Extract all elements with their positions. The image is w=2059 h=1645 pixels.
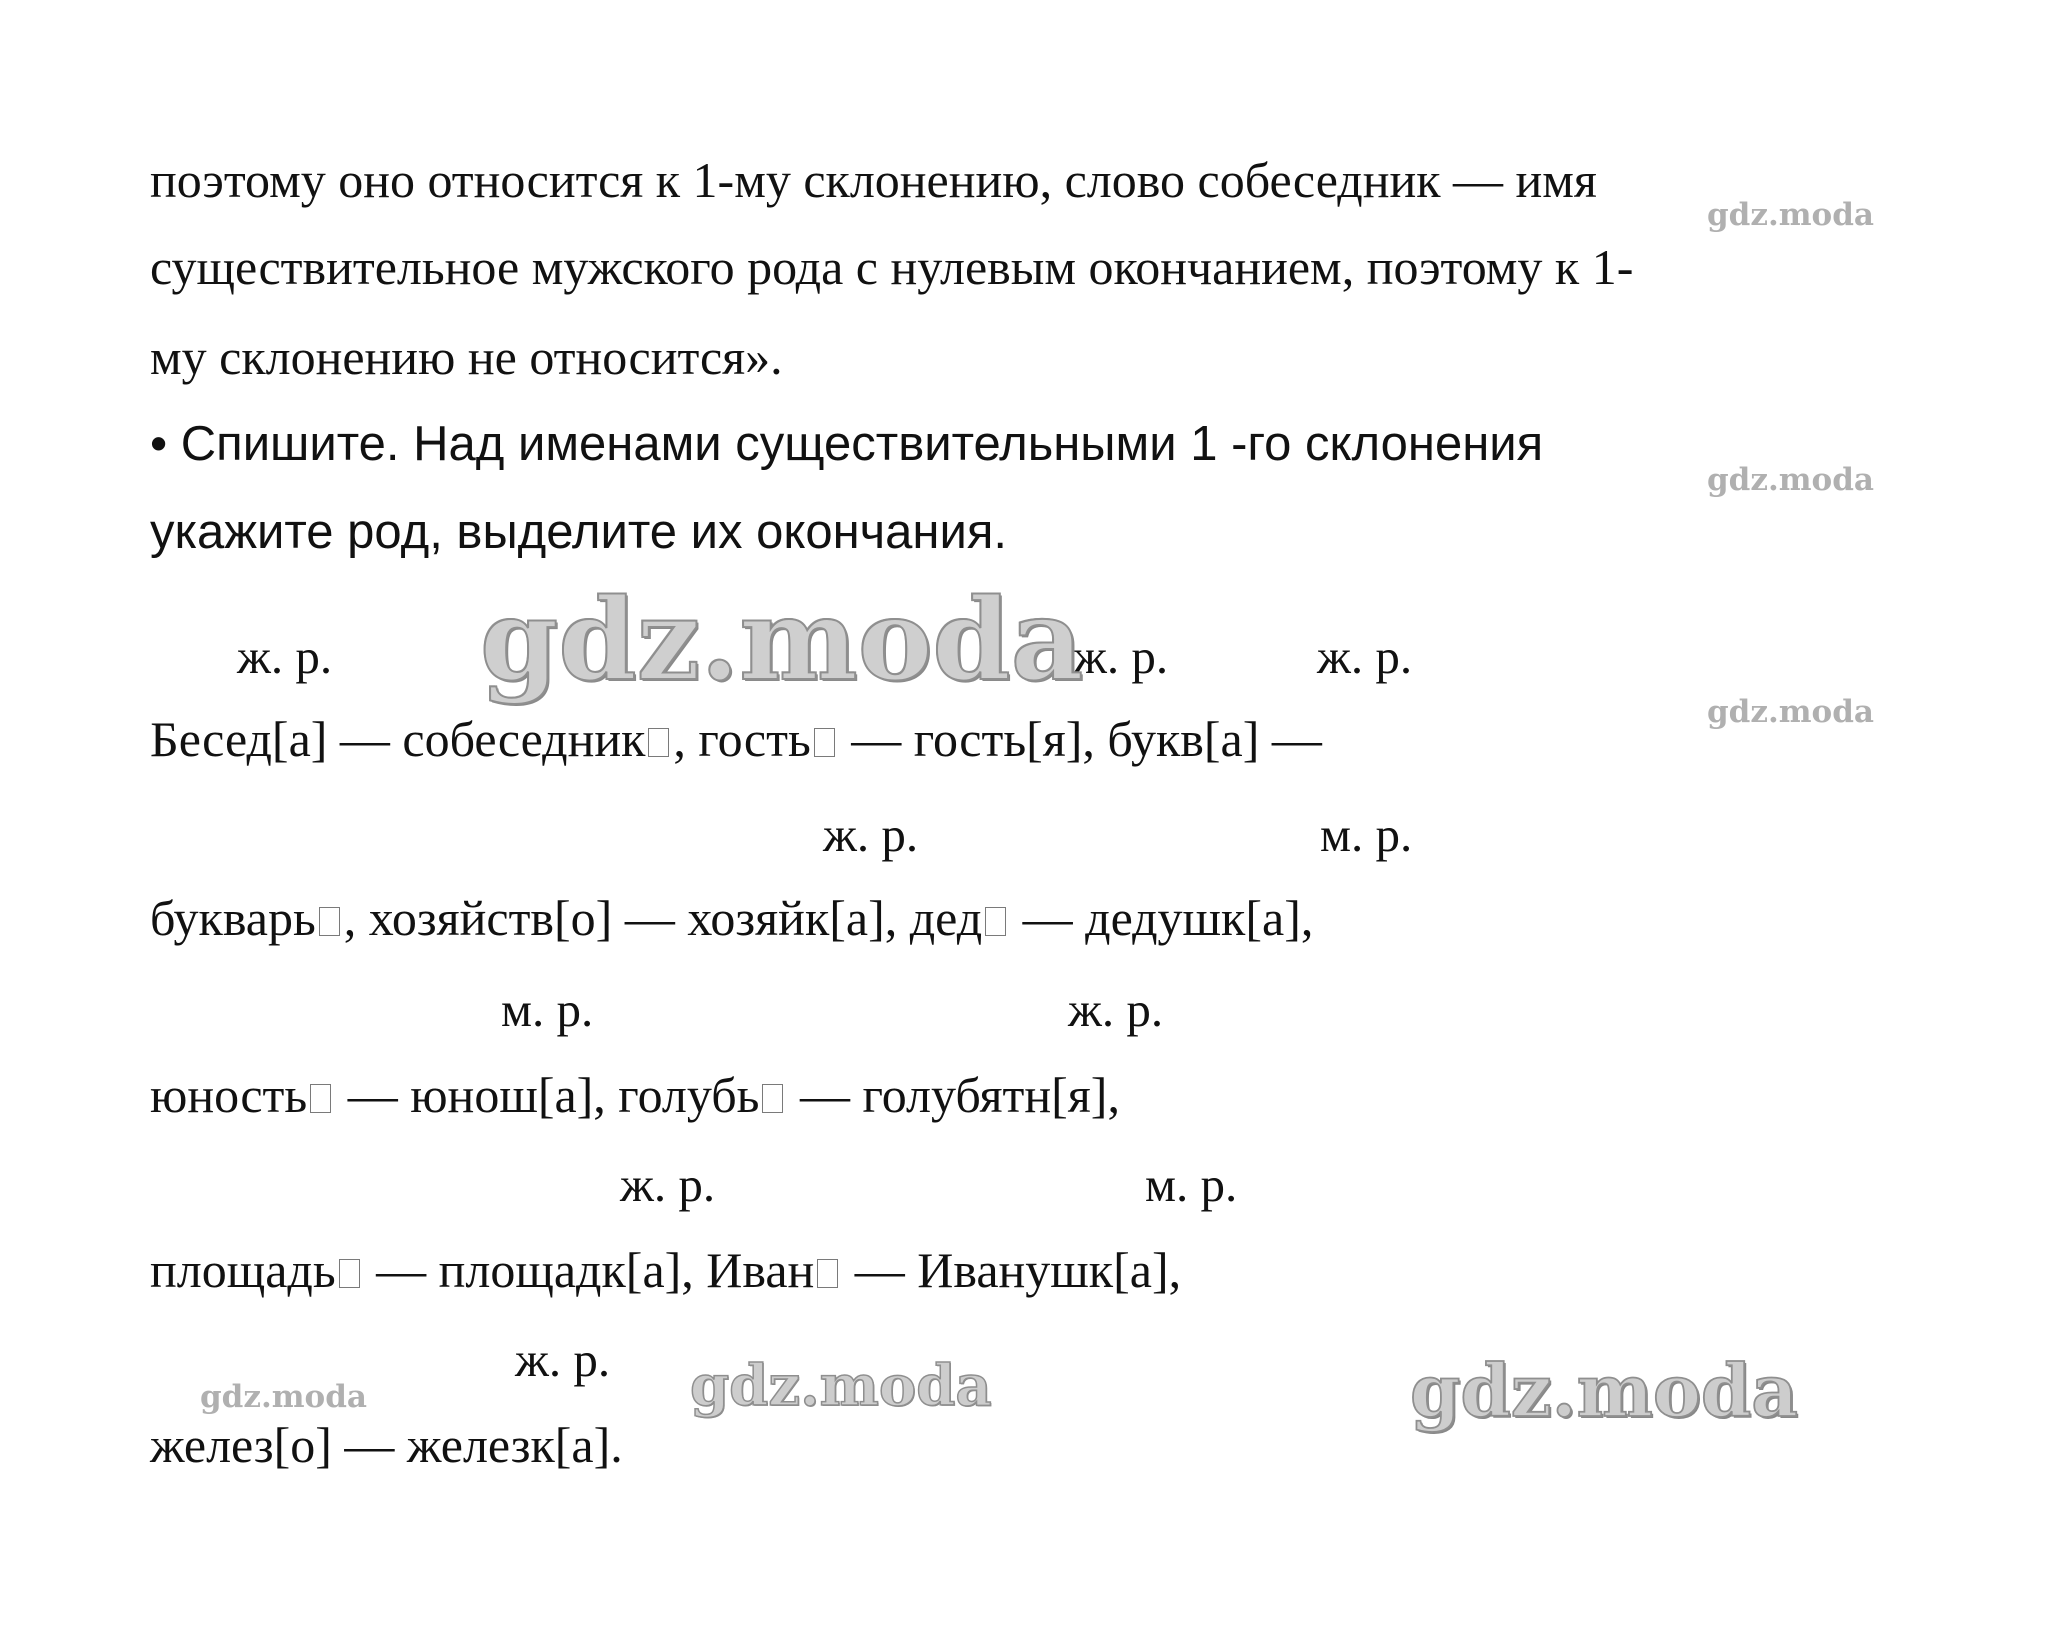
null-ending-box — [310, 1084, 331, 1113]
gender-label: м. р. — [1145, 1157, 1238, 1212]
watermark: gdz.moda — [1707, 462, 1874, 498]
answer-line-5: желез[о] — железк[а]. — [150, 1417, 623, 1473]
gender-label: ж. р. — [1317, 629, 1413, 684]
paragraph-line-3: му склонению не относится». — [150, 329, 783, 385]
watermark: gdz.moda — [1707, 694, 1874, 730]
task-line-1: • Спишите. Над именами существительными 1 -го склонения — [150, 417, 1544, 471]
null-ending-box — [762, 1084, 783, 1113]
word-text: — дедушк[а], — [1010, 890, 1314, 946]
word-text: , хозяйств[о] — хозяйк[а], дед — [343, 890, 983, 946]
gender-label: ж. р. — [1073, 629, 1169, 684]
word-text: — Иванушк[а], — [842, 1242, 1182, 1298]
gender-label: ж. р. — [237, 629, 333, 684]
paragraph-line-2: существительное мужского рода с нулевым окончанием, поэтому к 1- — [150, 239, 1634, 295]
null-ending-box — [319, 907, 340, 936]
answer-line-3 — [150, 1067, 1120, 1123]
word-text: букварь — [150, 890, 316, 946]
gender-label: ж. р. — [823, 807, 919, 862]
task-line-2: укажите род, выделите их окончания. — [150, 505, 1007, 559]
watermark: gdz.moda — [200, 1379, 367, 1415]
gender-label: ж. р. — [1068, 982, 1164, 1037]
watermark: gdz.moda — [1410, 1348, 1798, 1433]
answer-line-2 — [150, 890, 1314, 946]
watermark: gdz.moda — [1707, 197, 1874, 233]
null-ending-box — [985, 907, 1006, 936]
gender-label: м. р. — [501, 982, 594, 1037]
paragraph-line-1: поэтому оно относится к 1-му склонению, слово собеседник — имя — [150, 152, 1597, 208]
gender-label: ж. р. — [515, 1332, 611, 1387]
word-text: — гость[я], букв[а] — — [838, 711, 1322, 767]
watermark: gdz.moda — [480, 575, 1084, 706]
null-ending-box — [814, 728, 835, 757]
word-text: Бесед[а] — собеседник — [150, 711, 646, 767]
answer-line-4 — [150, 1242, 1182, 1298]
watermark: gdz.moda — [690, 1353, 992, 1419]
gender-label: м. р. — [1320, 807, 1413, 862]
word-text: — юнош[а], голубь — [335, 1067, 760, 1123]
word-text: , гость — [673, 711, 811, 767]
word-text: юность — [150, 1067, 308, 1123]
null-ending-box — [817, 1259, 838, 1288]
answer-line-1 — [150, 711, 1322, 767]
null-ending-box — [648, 728, 669, 757]
word-text: — площадк[а], Иван — [363, 1242, 815, 1298]
word-text: — голубятн[я], — [787, 1067, 1120, 1123]
gender-label: ж. р. — [620, 1157, 716, 1212]
null-ending-box — [339, 1259, 360, 1288]
word-text: площадь — [150, 1242, 336, 1298]
